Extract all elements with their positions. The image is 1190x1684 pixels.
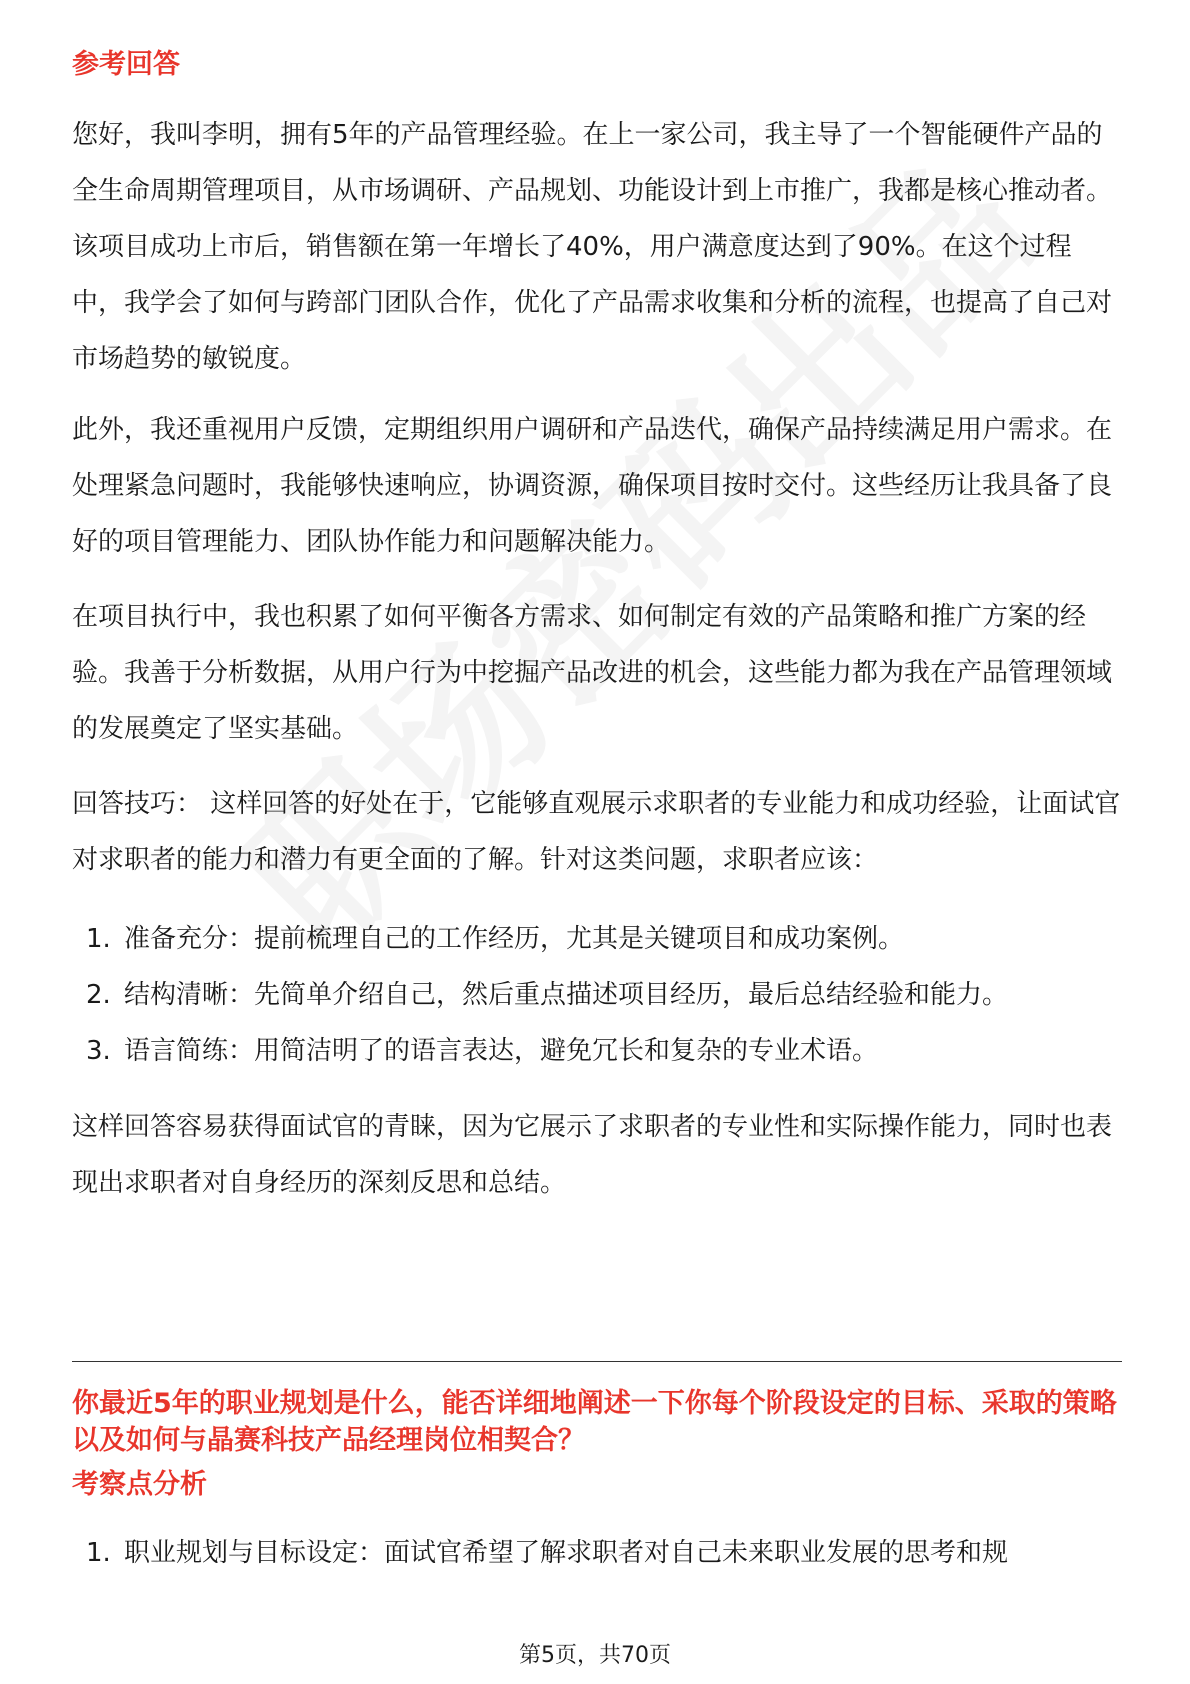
list-number: 3. — [86, 1036, 111, 1066]
page-footer: 第5页，共70页 — [519, 1643, 671, 1668]
list-text: 结构清晰：先简单介绍自己，然后重点描述项目经历，最后总结经验和能力。 — [124, 980, 1009, 1010]
section-divider — [72, 1361, 1122, 1362]
answer-paragraph-3: 在项目执行中，我也积累了如何平衡各方需求、如何制定有效的产品策略和推广方案的经验。我善于分析数据，从用户行为中挖掘产品改进的机会，这些能力都为我在产品管理领域的发展奠定了坚实基础。 — [72, 602, 1113, 744]
analysis-list — [72, 1525, 1122, 1581]
analysis-title: 考察点分析 — [72, 1469, 207, 1500]
answer-paragraph-2: 此外，我还重视用户反馈，定期组织用户调研和产品迭代，确保产品持续满足用户需求。在处理紧急问题时，我能够快速响应，协调资源，确保项目按时交付。这些经历让我具备了良好的项目管理能力、团队协作能力和问题解决能力。 — [72, 415, 1113, 557]
list-item — [72, 911, 1122, 967]
answer-tips-intro: 回答技巧： 这样回答的好处在于，它能够直观展示求职者的专业能力和成功经验，让面试官对求职者的能力和潜力有更全面的了解。针对这类问题，求职者应该： — [72, 789, 1121, 875]
list-number: 2. — [86, 980, 111, 1010]
list-text: 语言简练：用简洁明了的语言表达，避免冗长和复杂的专业术语。 — [124, 1036, 879, 1066]
answer-paragraph-1: 您好，我叫李明，拥有5年的产品管理经验。在上一家公司，我主导了一个智能硬件产品的全生命周期管理项目，从市场调研、产品规划、功能设计到上市推广，我都是核心推动者。该项目成功上市后，销售额在第一年增长了40%，用户满意度达到了90%。在这个过程中，我学会了如何与跨部门团队合作，优化了产品需求收集和分析的流程，也提高了自己对市场趋势的敏锐度。 — [72, 120, 1113, 374]
closing-paragraph: 这样回答容易获得面试官的青睐，因为它展示了求职者的专业性和实际操作能力，同时也表现出求职者对自身经历的深刻反思和总结。 — [72, 1112, 1113, 1198]
list-text: 准备充分：提前梳理自己的工作经历，尤其是关键项目和成功案例。 — [124, 924, 905, 954]
tips-list — [72, 911, 1122, 1079]
list-text: 职业规划与目标设定：面试官希望了解求职者对自己未来职业发展的思考和规 — [124, 1538, 1009, 1568]
list-item — [72, 1525, 1122, 1581]
list-number: 1. — [86, 1538, 111, 1568]
list-item — [72, 1023, 1122, 1079]
section-title: 参考回答 — [72, 49, 180, 80]
interview-question: 你最近5年的职业规划是什么，能否详细地阐述一下你每个阶段设定的目标、采取的策略以及如何与晶赛科技产品经理岗位相契合？ — [72, 1388, 1117, 1456]
list-item — [72, 967, 1122, 1023]
list-number: 1. — [86, 924, 111, 954]
